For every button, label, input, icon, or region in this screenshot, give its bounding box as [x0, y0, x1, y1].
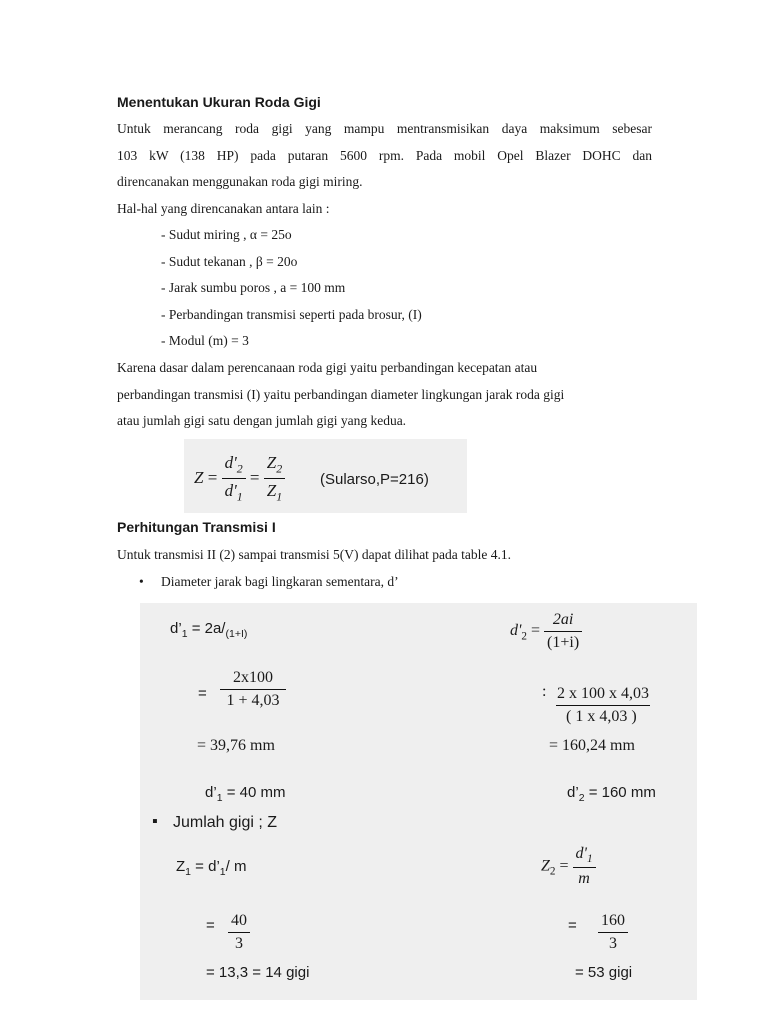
- para-line: Karena dasar dalam perencanaan roda gigi yaitu perbandingan kecepatan atau: [117, 360, 538, 375]
- list-item: - Sudut miring , α = 25o: [161, 227, 292, 242]
- d2-colon: :: [542, 683, 547, 700]
- d1-fraction: $\frac{2x100}{1 + 4,03}$: [220, 669, 286, 710]
- z1-definition: $Z_1$ = $d’_1/$ m: [176, 858, 247, 878]
- intro-line: direncanakan menggunakan roda gigi miring.: [117, 174, 363, 189]
- d2-fraction: 2 x 100 x 4,03 ( 1 x 4,03 ): [557, 685, 649, 725]
- transmission-paragraph: [117, 355, 652, 435]
- z1-fraction: $\frac{40}{3}$: [228, 912, 250, 953]
- planned-items-list: [161, 222, 422, 355]
- transmission-intro: Untuk transmisi II (2) sampai transmisi 5(V) dapat dilihat pada table 4.1.: [117, 547, 512, 562]
- d1-definition: $d’_1 = 2a/_{(1+I)}$: [170, 620, 248, 640]
- z2-result: = 53 gigi: [575, 964, 633, 981]
- intro-line: Untuk merancang roda gigi yang mampu mentransmisikan daya maksimum sebesar: [117, 121, 652, 136]
- calculation-box: [140, 603, 697, 1000]
- z1-eq-sign: =: [206, 917, 215, 934]
- list-item: - Perbandingan transmisi seperti pada brosur, (I): [161, 306, 422, 322]
- d2-definition: $d'_2$ = $\frac{2ai}{(1+i)}$: [510, 611, 582, 652]
- fraction-d: $\frac{d'_2}{d'_1}$: [222, 453, 246, 505]
- d2-final: $d’_2 = 160$ mm: [567, 784, 656, 804]
- para-line: atau jumlah gigi satu dengan jumlah gigi yang kedua.: [117, 413, 407, 428]
- list-item: - Sudut tekanan , β = 20o: [161, 253, 298, 269]
- bullet-diameter: Diameter jarak bagi lingkaran sementara, d’: [161, 574, 399, 589]
- d1-eq-sign: =: [198, 685, 207, 702]
- d1-final: $d’_1 = 40$ mm: [205, 784, 286, 804]
- section-heading-perhitungan: Perhitungan Transmisi I: [117, 519, 276, 535]
- section-heading-ukuran: Menentukan Ukuran Roda Gigi: [117, 94, 321, 110]
- list-item: - Jarak sumbu poros , a = 100 mm: [161, 280, 346, 295]
- list-item: - Modul (m) = 3: [161, 333, 249, 348]
- ratio-formula-box: [184, 439, 467, 513]
- intro-paragraph: [117, 116, 652, 222]
- z2-fraction: $\frac{160}{3}$: [598, 912, 628, 953]
- jumlah-gigi-label: Jumlah gigi ; Z: [173, 814, 278, 831]
- z2-eq-sign: =: [568, 917, 577, 934]
- bullet-marker: •: [139, 574, 144, 589]
- para-line: perbandingan transmisi (I) yaitu perbandingan diameter lingkungan jarak roda gigi: [117, 386, 565, 402]
- intro-line: 103 kW (138 HP) pada putaran 5600 rpm. Pada mobil Opel Blazer DOHC dan: [117, 147, 652, 163]
- fraction-z: $\frac{Z_2}{Z_1}$: [264, 453, 285, 505]
- z1-result: = 13,3 = 14 gigi: [206, 964, 310, 981]
- formula-reference: (Sularso,P=216): [320, 471, 429, 488]
- d1-result: = 39,76 mm: [197, 737, 275, 754]
- z2-definition: $Z_2$ = $\frac{d'_1}{m}$: [541, 845, 596, 888]
- ratio-formula: Z = $\frac{d'_2}{d'_1}$ = $\frac{Z_2}{Z_1}$: [194, 453, 285, 505]
- planned-intro: Hal-hal yang direncanakan antara lain :: [117, 200, 330, 216]
- square-bullet: ▪: [152, 813, 158, 830]
- d2-result: = 160,24 mm: [549, 737, 635, 754]
